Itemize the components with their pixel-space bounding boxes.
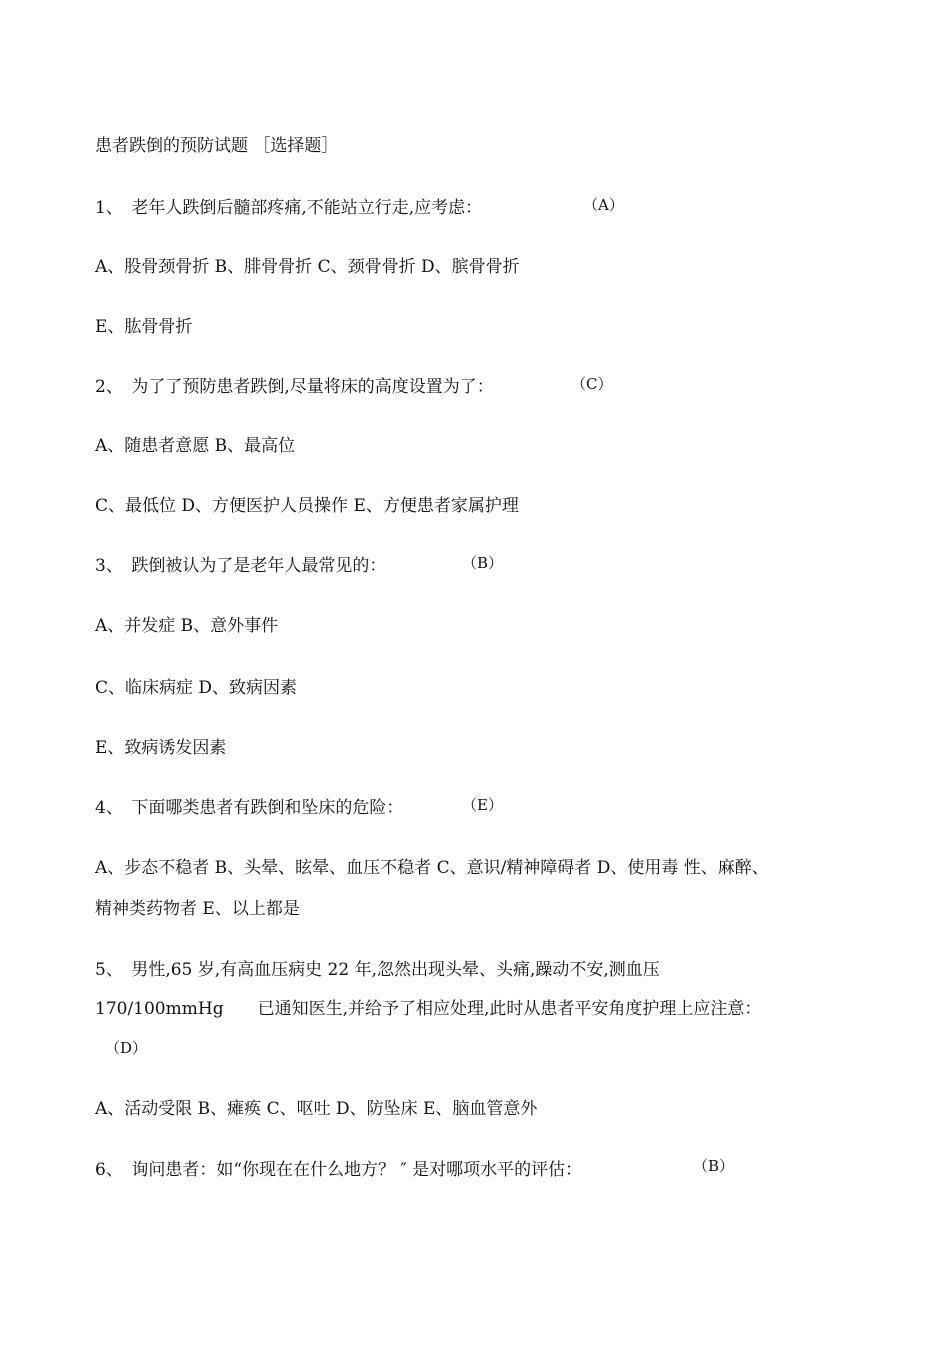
question-6-answer: （B）: [693, 1157, 735, 1175]
question-3-options-line-2: C、临床病症 D、致病因素: [95, 678, 298, 698]
question-5-stem-line-1: 5、 男性,65 岁,有高血压病史 22 年,忽然出现头晕、头痛,躁动不安,测血压: [95, 960, 660, 980]
question-1-answer: （A）: [583, 196, 624, 214]
question-4-stem: 4、 下面哪类患者有跌倒和坠床的危险：: [95, 798, 404, 818]
question-2-options-line-2: C、最低位 D、方便医护人员操作 E、方便患者家属护理: [95, 496, 519, 516]
question-1-options-line-2: E、肱骨骨折: [95, 317, 193, 337]
question-3-answer: （B）: [462, 554, 504, 572]
question-3-options-line-1: A、并发症 B、意外事件: [95, 616, 279, 636]
question-5-options-line-1: A、活动受限 B、瘫痪 C、呕吐 D、防坠床 E、脑血管意外: [95, 1099, 538, 1119]
question-1-options-line-1: A、股骨颈骨折 B、腓骨骨折 C、颈骨骨折 D、膑骨骨折: [95, 257, 520, 277]
question-2-answer: （C）: [571, 375, 613, 393]
question-2-stem: 2、 为了了预防患者跌倒,尽量将床的高度设置为了：: [95, 377, 494, 397]
question-3-stem: 3、 跌倒被认为了是老年人最常见的：: [95, 556, 387, 576]
question-5-stem-line-2: 170/100mmHg 已通知医生,并给予了相应处理,此时从患者平安角度护理上应注意：: [95, 999, 762, 1019]
question-4-answer: （E）: [462, 796, 503, 814]
document-title: 患者跌倒的预防试题 ［选择题］: [95, 136, 339, 156]
question-1-stem: 1、 老年人跌倒后髓部疼痛,不能站立行走,应考虑：: [95, 198, 483, 218]
question-5-answer: （D）: [105, 1039, 148, 1057]
question-3-options-line-3: E、致病诱发因素: [95, 738, 227, 758]
question-4-options-line-1: A、步态不稳者 B、头晕、眩晕、血压不稳者 C、意识/精神障碍者 D、使用毒 性、麻醉、: [95, 858, 769, 878]
question-2-options-line-1: A、随患者意愿 B、最高位: [95, 436, 296, 456]
question-6-stem: 6、 询问患者：如“你现在在什么地方？ ″ 是对哪项水平的评估：: [95, 1160, 583, 1180]
question-4-options-line-2: 精神类药物者 E、以上都是: [95, 899, 300, 919]
